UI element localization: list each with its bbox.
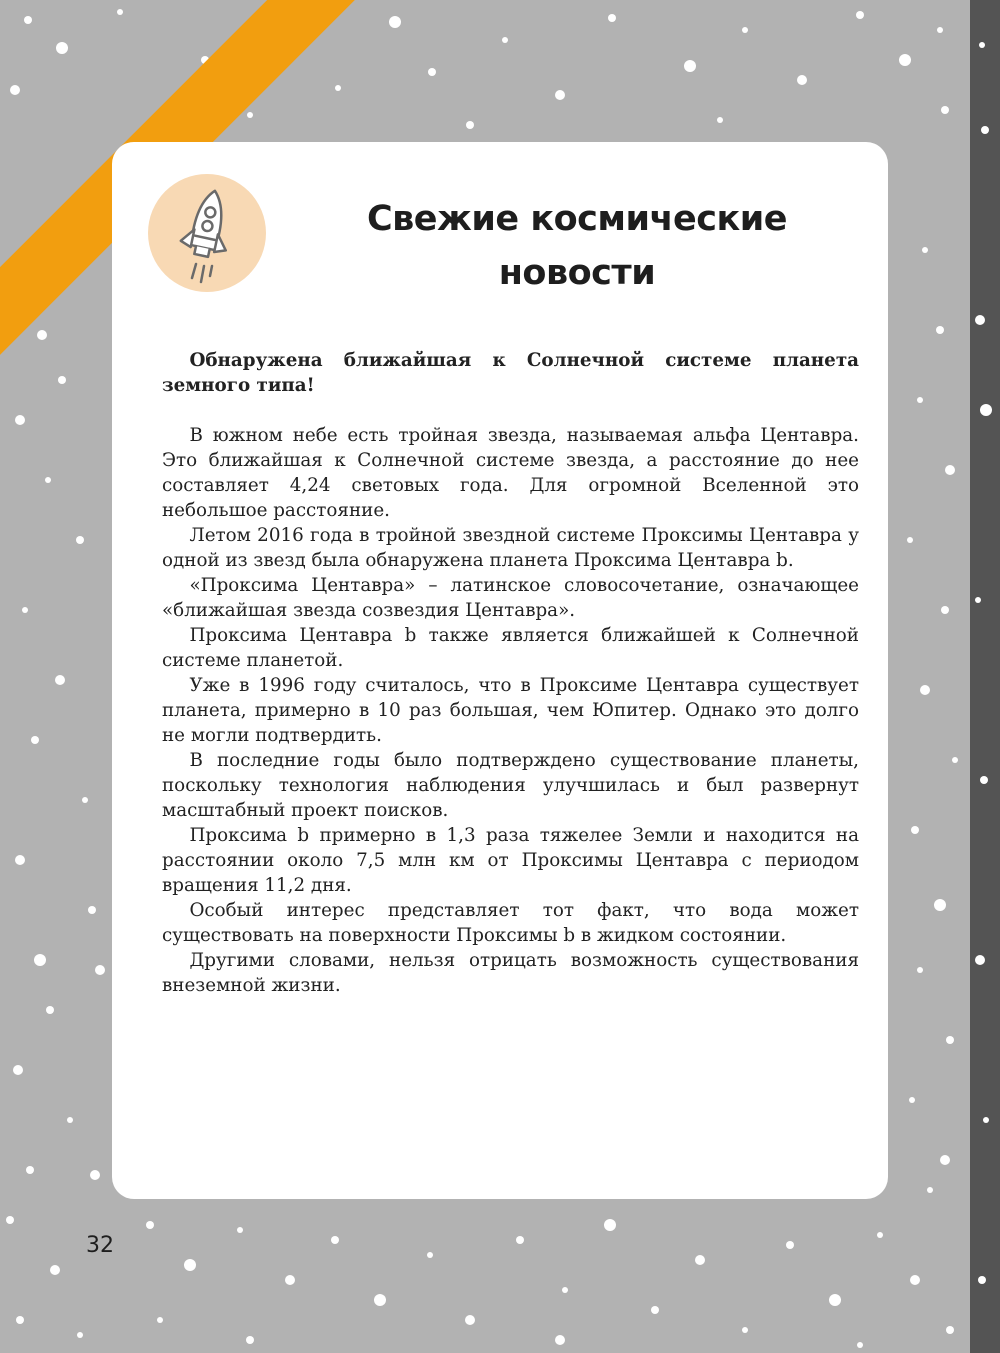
article-paragraph: Проксима Центавра b также является ближайшей к Солнечной системе планетой. [162, 625, 859, 671]
page-number: 32 [86, 1233, 114, 1258]
article-paragraph: В южном небе есть тройная звезда, называемая альфа Центавра. Это ближайшая к Солнечной системе звезда, а расстояние до нее составляет 4,24 световых года. Для огромной Вселенной это небольшое расстояние. [162, 425, 859, 521]
article-paragraph: «Проксима Центавра» – латинское словосочетание, означающее «ближайшая звезда созвездия Центавра». [162, 575, 859, 621]
article-paragraph: Проксима b примерно в 1,3 раза тяжелее Земли и находится на расстоянии около 7,5 млн км от Проксимы Центавра с периодом вращения 11,2 дня. [162, 825, 859, 896]
article-body [162, 348, 859, 998]
rocket-badge [148, 174, 266, 292]
page-title: Свежие космические новости [366, 199, 788, 293]
article-card [112, 142, 888, 1199]
article-paragraph: Особый интерес представляет тот факт, что вода может существовать на поверхности Проксимы b в жидком состоянии. [162, 900, 859, 946]
rocket-icon [148, 174, 266, 292]
article-paragraph: Летом 2016 года в тройной звездной системе Проксимы Центавра у одной из звезд была обнаружена планета Проксима Центавра b. [162, 525, 859, 571]
article-headline: Обнаружена ближайшая к Солнечной системе планета земного типа! [162, 350, 859, 396]
article-paragraph: В последние годы было подтверждено существование планеты, поскольку технология наблюдения улучшилась и был развернут масштабный проект поисков. [162, 750, 859, 821]
article-paragraph: Уже в 1996 году считалось, что в Проксиме Центавра существует планета, примерно в 10 раз большая, чем Юпитер. Однако это долго не могли подтвердить. [162, 675, 859, 746]
article-paragraph: Другими словами, нельзя отрицать возможность существования внеземной жизни. [162, 950, 859, 996]
